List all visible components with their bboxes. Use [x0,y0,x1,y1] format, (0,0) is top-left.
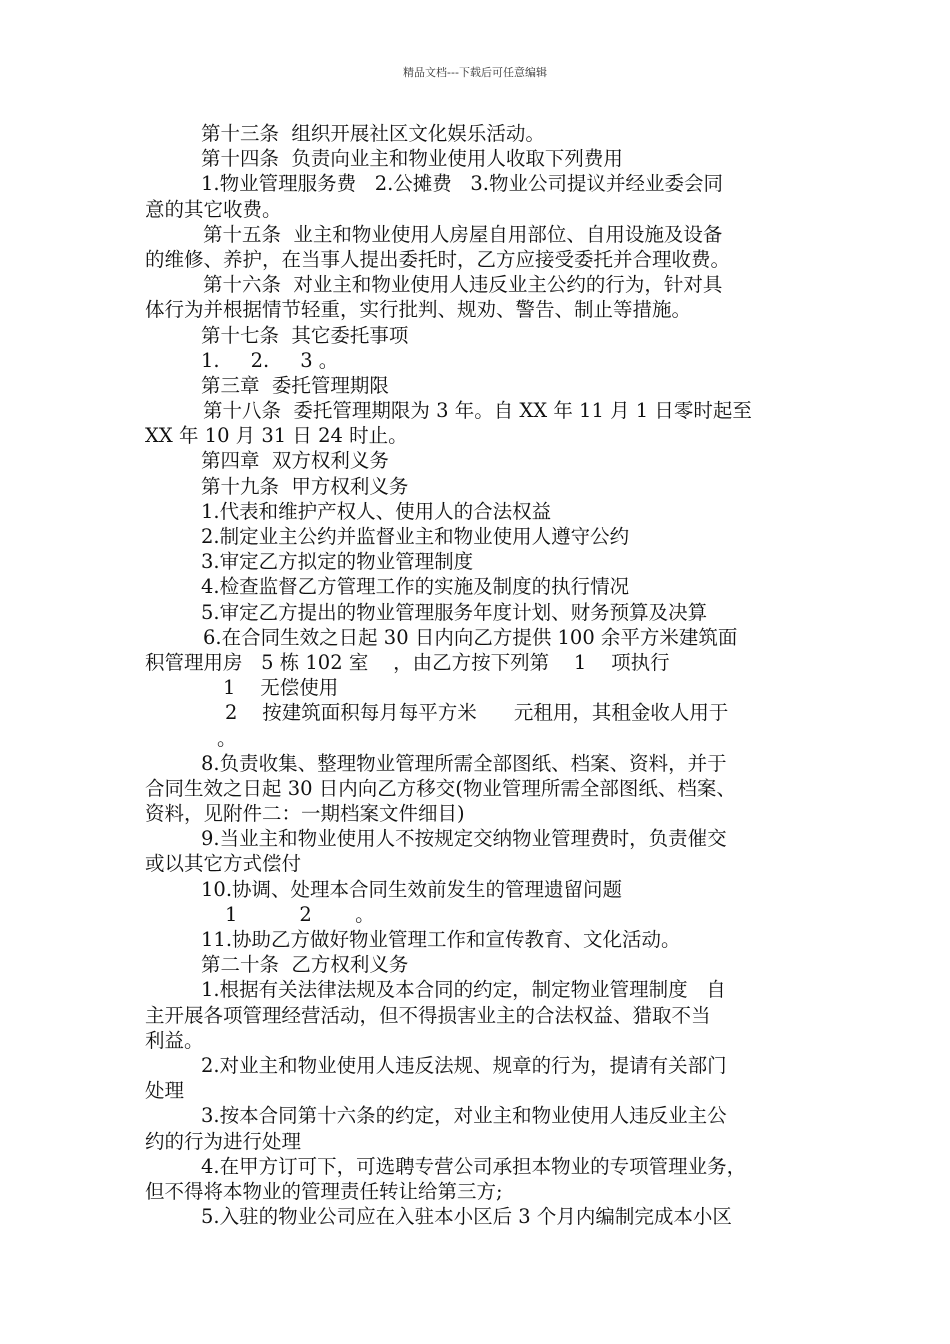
article-17: 第十七条 其它委托事项 [201,323,409,347]
party-b-item-1-continued-2: 利益。 [145,1028,204,1052]
document-body [145,121,820,1229]
party-b-item-5: 5.入驻的物业公司应在入驻本小区后 3 个月内编制完成本小区 [201,1205,732,1229]
article-14: 第十四条 负责向业主和物业使用人收取下列费用 [201,147,623,171]
fee-list-line: 1.物业管理服务费 2.公摊费 3.物业公司提议并经业委会同 [201,172,724,196]
party-a-item-9-continued: 或以其它方式偿付 [145,852,302,876]
party-a-item-8: 8.负责收集、整理物业管理所需全部图纸、档案、资料，并于 [201,751,727,775]
article-19: 第十九条 甲方权利义务 [201,474,409,498]
article-16-continued: 体行为并根据情节轻重，实行批判、规劝、警告、制止等措施。 [145,298,692,322]
option-2-end: 。 [217,726,237,750]
party-b-item-4: 4.在甲方订可下，可选聘专营公司承担本物业的专项管理业务， [201,1154,747,1178]
party-a-item-6: 6.在合同生效之日起 30 日内向乙方提供 100 余平方米建筑面 [203,625,738,649]
option-1: 1 无偿使用 [223,676,339,700]
article-18: 第十八条 委托管理期限为 3 年。自 XX 年 11 月 1 日零时起至 [203,399,752,423]
party-a-item-6-continued: 积管理用房 5 栋 102 室 ，由乙方按下列第 1 项执行 [145,650,670,674]
party-a-item-9: 9.当业主和物业使用人不按规定交纳物业管理费时，负责催交 [201,827,727,851]
party-a-item-10: 10.协调、处理本合同生效前发生的管理遗留问题 [201,877,623,901]
article-16: 第十六条 对业主和物业使用人违反业主公约的行为，针对具 [203,273,723,297]
party-b-item-4-continued: 但不得将本物业的管理责任转让给第三方; [145,1179,503,1203]
article-13: 第十三条 组织开展社区文化娱乐活动。 [201,122,545,145]
party-a-item-8-continued: 合同生效之日起 30 日内向乙方移交(物业管理所需全部图纸、档案、 [145,776,736,800]
party-a-item-11: 11.协助乙方做好物业管理工作和宣传教育、文化活动。 [201,928,681,951]
party-a-item-4: 4.检查监督乙方管理工作的实施及制度的执行情况 [201,575,630,599]
article-15-continued: 的维修、养护，在当事人提出委托时，乙方应接受委托并合理收费。 [145,247,731,271]
article-18-continued: XX 年 10 月 31 日 24 时止。 [145,424,408,448]
party-a-item-8-continued-2: 资料，见附件二：一期档案文件细目) [145,802,465,826]
party-a-item-3: 3.审定乙方拟定的物业管理制度 [201,550,474,574]
party-b-item-1-continued: 主开展各项管理经营活动，但不得损害业主的合法权益、猎取不当 [145,1003,711,1027]
party-b-item-3-continued: 约的行为进行处理 [145,1129,302,1153]
article-20: 第二十条 乙方权利义务 [201,953,409,977]
party-a-item-10-sub: 1 2 。 [225,902,375,926]
party-b-item-1: 1.根据有关法律法规及本合同的约定，制定物业管理制度 自 [201,978,726,1002]
party-a-item-2: 2.制定业主公约并监督业主和物业使用人遵守公约 [201,525,630,548]
party-a-item-1: 1.代表和维护产权人、使用人的合法权益 [201,499,552,523]
fee-list-continued: 意的其它收费。 [145,197,282,221]
article-15: 第十五条 业主和物业使用人房屋自用部位、自用设施及设备 [203,222,723,246]
article-17-items: 1. 2. 3 。 [201,348,339,372]
party-b-item-2-continued: 处理 [145,1079,185,1103]
chapter-3-heading: 第三章 委托管理期限 [201,373,389,397]
party-b-item-3: 3.按本合同第十六条的约定，对业主和物业使用人违反业主公 [201,1104,727,1128]
party-a-item-5: 5.审定乙方提出的物业管理服务年度计划、财务预算及决算 [201,600,708,624]
chapter-4-heading: 第四章 双方权利义务 [201,449,389,473]
party-b-item-2: 2.对业主和物业使用人违反法规、规章的行为，提请有关部门 [201,1053,727,1077]
page-header: 精品文档---下载后可任意编辑 [403,66,547,79]
option-2: 2 按建筑面积每月每平方米 元租用，其租金收人用于 [225,701,729,725]
